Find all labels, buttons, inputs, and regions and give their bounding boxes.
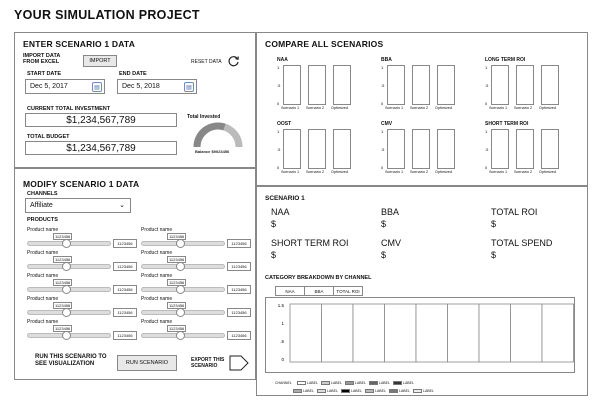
chart-bar-area xyxy=(283,129,301,169)
balance-label: Balance $9023456 xyxy=(195,149,230,154)
chart-bar-area xyxy=(412,129,430,169)
y-tick-label: 1 xyxy=(277,129,280,134)
product-name: Product name xyxy=(141,319,173,325)
y-tick-label: 1 xyxy=(281,321,284,326)
product-name: Product name xyxy=(27,296,59,302)
chart-bar-area xyxy=(387,129,405,169)
y-tick-label: 0 xyxy=(381,101,384,106)
y-tick-label: .5 xyxy=(280,339,284,344)
calendar-icon[interactable]: ▤ xyxy=(184,82,194,92)
product-value-field[interactable]: 1123456 xyxy=(227,331,251,340)
x-tick-label: Optimized xyxy=(435,170,453,174)
slider-track[interactable] xyxy=(141,264,225,269)
x-tick-label: Optimized xyxy=(331,170,349,174)
legend-title: CHANNEL xyxy=(275,381,292,385)
slider-tooltip: 1123456 xyxy=(169,234,185,239)
channel-select[interactable] xyxy=(25,198,131,213)
metric-value: $ xyxy=(491,250,497,260)
metric-value: $ xyxy=(491,219,497,229)
end-date-value: Dec 5, 2018 xyxy=(122,83,160,90)
y-tick-label: 0 xyxy=(277,165,280,170)
product-slider xyxy=(27,250,137,274)
legend-item xyxy=(389,389,410,393)
legend-item xyxy=(297,381,318,385)
product-name: Product name xyxy=(141,273,173,279)
slider-tooltip: 1123456 xyxy=(169,326,185,331)
y-tick-label: 1 xyxy=(485,65,488,70)
scenario-panel xyxy=(256,186,588,396)
x-tick-label: Scenario 1 xyxy=(489,106,508,110)
slider-handle[interactable] xyxy=(62,308,71,317)
metric-value: $ xyxy=(381,250,387,260)
chart-bar-area xyxy=(491,129,509,169)
metric-value: $ xyxy=(381,219,387,229)
y-tick-label: 1 xyxy=(485,129,488,134)
compare-chart xyxy=(381,121,463,177)
slider-handle[interactable] xyxy=(176,239,185,248)
legend-item xyxy=(293,389,314,393)
legend-item xyxy=(321,381,342,385)
slider-tooltip: 1123456 xyxy=(55,326,71,331)
product-value-field[interactable]: 1123456 xyxy=(227,239,251,248)
breakdown-tab[interactable]: BBA xyxy=(304,286,334,296)
legend-swatch xyxy=(341,389,350,393)
breakdown-bar-slot xyxy=(385,304,417,362)
y-tick-label: 1 xyxy=(381,65,384,70)
breakdown-bar-slot xyxy=(353,304,385,362)
legend-label: LABEL xyxy=(375,389,386,393)
metric-label: TOTAL SPEND xyxy=(491,238,553,248)
slider-tooltip: 1123456 xyxy=(55,234,71,239)
x-tick-label: Scenario 1 xyxy=(281,170,300,174)
metric-label: CMV xyxy=(381,238,401,248)
slider-track[interactable] xyxy=(27,333,111,338)
page-title: YOUR SIMULATION PROJECT xyxy=(14,8,200,22)
metric-label: SHORT TERM ROI xyxy=(271,238,349,248)
compare-scenarios-panel xyxy=(256,32,588,186)
breakdown-bar-slot xyxy=(542,304,574,362)
y-tick-label: 1 xyxy=(381,129,384,134)
chart-title: LONG TERM ROI xyxy=(485,57,526,63)
breakdown-tab[interactable]: NAA xyxy=(275,286,305,296)
breakdown-bar-slot xyxy=(511,304,543,362)
legend-label: LABEL xyxy=(423,389,434,393)
legend-swatch xyxy=(393,381,402,385)
breakdown-bar-slot xyxy=(322,304,354,362)
product-name: Product name xyxy=(27,273,59,279)
enter-heading: ENTER SCENARIO 1 DATA xyxy=(23,39,136,49)
y-tick-label: .5 xyxy=(277,83,281,88)
chart-bar-area xyxy=(387,65,405,105)
product-slider xyxy=(141,319,251,343)
breakdown-bar-slot xyxy=(416,304,448,362)
product-slider xyxy=(27,296,137,320)
product-value-field[interactable]: 1123456 xyxy=(227,285,251,294)
investment-label: CURRENT TOTAL INVESTMENT xyxy=(27,106,111,112)
x-tick-label: Scenario 2 xyxy=(514,170,533,174)
legend-label: LABEL xyxy=(351,389,362,393)
x-tick-label: Scenario 2 xyxy=(514,106,533,110)
y-tick-label: 0 xyxy=(277,101,280,106)
modify-heading: MODIFY SCENARIO 1 DATA xyxy=(23,179,140,189)
legend-label: LABEL xyxy=(303,389,314,393)
legend-label: LABEL xyxy=(327,389,338,393)
slider-track[interactable] xyxy=(27,287,111,292)
legend-item xyxy=(341,389,362,393)
y-tick-label: 0 xyxy=(485,101,488,106)
x-tick-label: Optimized xyxy=(539,106,557,110)
y-tick-label: 1.5 xyxy=(277,303,284,308)
slider-tooltip: 1123456 xyxy=(55,257,71,262)
channels-label: CHANNELS xyxy=(27,191,58,197)
metric-label: BBA xyxy=(381,207,400,217)
slider-track[interactable] xyxy=(141,333,225,338)
product-value-field[interactable]: 1123456 xyxy=(113,308,137,317)
end-date-field[interactable] xyxy=(117,79,197,94)
run-scenario-button[interactable]: RUN SCENARIO xyxy=(117,355,177,371)
legend-label: LABEL xyxy=(331,381,342,385)
slider-tooltip: 1123456 xyxy=(169,303,185,308)
x-tick-label: Scenario 2 xyxy=(410,170,429,174)
slider-tooltip: 1123456 xyxy=(55,280,71,285)
legend-swatch xyxy=(369,381,378,385)
x-tick-label: Scenario 1 xyxy=(489,170,508,174)
investment-field[interactable]: $1,234,567,789 xyxy=(25,113,177,127)
product-slider xyxy=(27,319,137,343)
chart-bar-area xyxy=(437,65,455,105)
compare-chart xyxy=(381,57,463,113)
slider-tooltip: 1123456 xyxy=(55,303,71,308)
x-tick-label: Optimized xyxy=(435,106,453,110)
metric-value: $ xyxy=(271,250,277,260)
slider-track[interactable] xyxy=(27,310,111,315)
legend-swatch xyxy=(413,389,422,393)
legend-swatch xyxy=(293,389,302,393)
investment-gauge xyxy=(193,121,243,149)
scenario-heading: SCENARIO 1 xyxy=(265,195,305,202)
import-label: IMPORT DATA FROM EXCEL xyxy=(23,53,61,65)
modify-scenario-panel xyxy=(14,168,256,380)
product-value-field[interactable]: 1123456 xyxy=(113,331,137,340)
x-tick-label: Scenario 1 xyxy=(281,106,300,110)
x-tick-label: Optimized xyxy=(331,106,349,110)
chart-bar-area xyxy=(516,65,534,105)
compare-heading: COMPARE ALL SCENARIOS xyxy=(265,39,384,49)
enter-scenario-panel xyxy=(14,32,256,168)
breakdown-bar-slot xyxy=(479,304,511,362)
legend-label: LABEL xyxy=(355,381,366,385)
slider-handle[interactable] xyxy=(62,285,71,294)
slider-handle[interactable] xyxy=(62,331,71,340)
calendar-icon[interactable]: ▤ xyxy=(92,82,102,92)
legend-item xyxy=(413,389,434,393)
chart-bar-area xyxy=(308,129,326,169)
product-name: Product name xyxy=(141,250,173,256)
compare-chart xyxy=(485,121,567,177)
y-tick-label: 0 xyxy=(281,357,284,362)
x-tick-label: Scenario 2 xyxy=(306,106,325,110)
breakdown-tabs xyxy=(275,286,362,296)
reset-label[interactable]: RESET DATA xyxy=(191,59,222,65)
budget-field[interactable]: $1,234,567,789 xyxy=(25,141,177,155)
y-tick-label: .5 xyxy=(485,83,489,88)
products-label: PRODUCTS xyxy=(27,217,58,223)
breakdown-label: CATEGORY BREAKDOWN BY CHANNEL xyxy=(265,275,372,281)
product-name: Product name xyxy=(27,319,59,325)
slider-track[interactable] xyxy=(27,241,111,246)
chart-bar-area xyxy=(333,65,351,105)
chart-title: OOST xyxy=(277,121,292,127)
legend-swatch xyxy=(321,381,330,385)
gauge-fill xyxy=(197,126,224,147)
product-value-field[interactable]: 1123456 xyxy=(227,308,251,317)
legend-swatch xyxy=(389,389,398,393)
product-value-field[interactable]: 1123456 xyxy=(113,239,137,248)
product-value-field[interactable]: 1123456 xyxy=(227,262,251,271)
product-name: Product name xyxy=(141,296,173,302)
product-name: Product name xyxy=(27,227,59,233)
chart-title: BBA xyxy=(381,57,392,63)
chart-bar-area xyxy=(491,65,509,105)
slider-handle[interactable] xyxy=(176,331,185,340)
y-tick-label: 0 xyxy=(485,165,488,170)
legend-item xyxy=(345,381,366,385)
compare-chart xyxy=(485,57,567,113)
product-slider xyxy=(141,296,251,320)
chart-bar-area xyxy=(283,65,301,105)
end-date-label: END DATE xyxy=(119,71,147,77)
slider-handle[interactable] xyxy=(62,239,71,248)
chart-bar-area xyxy=(412,65,430,105)
x-tick-label: Scenario 1 xyxy=(385,170,404,174)
compare-chart xyxy=(277,57,359,113)
legend-item xyxy=(365,389,386,393)
y-tick-label: .5 xyxy=(381,147,385,152)
x-tick-label: Optimized xyxy=(539,170,557,174)
legend-item xyxy=(369,381,390,385)
product-slider xyxy=(141,227,251,251)
slider-tooltip: 1123456 xyxy=(169,257,185,262)
chart-title: NAA xyxy=(277,57,288,63)
product-value-field[interactable]: 1123456 xyxy=(113,262,137,271)
product-slider xyxy=(27,273,137,297)
chart-title: CMV xyxy=(381,121,393,127)
y-tick-label: .5 xyxy=(277,147,281,152)
slider-handle[interactable] xyxy=(62,262,71,271)
export-label[interactable]: EXPORT THIS SCENARIO xyxy=(191,357,225,369)
refresh-icon[interactable] xyxy=(227,55,240,68)
product-name: Product name xyxy=(141,227,173,233)
channel-selected: Affiliate xyxy=(30,202,53,209)
chart-bar-area xyxy=(541,129,559,169)
y-tick-label: .5 xyxy=(381,83,385,88)
start-date-value: Dec 5, 2017 xyxy=(30,83,68,90)
legend-swatch xyxy=(365,389,374,393)
product-slider xyxy=(141,273,251,297)
x-tick-label: Scenario 1 xyxy=(385,106,404,110)
legend-item xyxy=(317,389,338,393)
export-icon[interactable] xyxy=(229,355,249,371)
y-tick-label: 1 xyxy=(277,65,280,70)
slider-handle[interactable] xyxy=(176,262,185,271)
product-name: Product name xyxy=(27,250,59,256)
chart-bar-area xyxy=(516,129,534,169)
chart-bar-area xyxy=(541,65,559,105)
slider-track[interactable] xyxy=(141,241,225,246)
y-tick-label: 0 xyxy=(381,165,384,170)
y-tick-label: .5 xyxy=(485,147,489,152)
legend-swatch xyxy=(345,381,354,385)
breakdown-tab[interactable]: TOTAL ROI xyxy=(333,286,363,296)
chart-bar-area xyxy=(333,129,351,169)
legend-label: LABEL xyxy=(399,389,410,393)
product-slider xyxy=(141,250,251,274)
breakdown-bar-slot xyxy=(290,304,322,362)
start-date-field[interactable] xyxy=(25,79,105,94)
budget-label: TOTAL BUDGET xyxy=(27,134,70,140)
import-button[interactable]: IMPORT xyxy=(83,55,117,67)
metric-value: $ xyxy=(271,219,277,229)
x-tick-label: Scenario 2 xyxy=(410,106,429,110)
gauge-label: Total Invested xyxy=(187,114,221,120)
start-date-label: START DATE xyxy=(27,71,62,77)
slider-track[interactable] xyxy=(141,310,225,315)
slider-track[interactable] xyxy=(141,287,225,292)
legend-label: LABEL xyxy=(403,381,414,385)
breakdown-bar-slot xyxy=(448,304,480,362)
legend-item xyxy=(393,381,414,385)
legend-swatch xyxy=(317,389,326,393)
legend-label: LABEL xyxy=(379,381,390,385)
breakdown-chart xyxy=(265,297,575,373)
legend-swatch xyxy=(297,381,306,385)
chevron-down-icon: ⌄ xyxy=(119,202,125,209)
run-label: RUN THIS SCENARIO TO SEE VISUALIZATION xyxy=(35,354,107,367)
compare-chart xyxy=(277,121,359,177)
metric-label: TOTAL ROI xyxy=(491,207,538,217)
x-tick-label: Scenario 2 xyxy=(306,170,325,174)
slider-tooltip: 1123456 xyxy=(169,280,185,285)
chart-bar-area xyxy=(308,65,326,105)
chart-title: SHORT TERM ROI xyxy=(485,121,529,127)
legend-label: LABEL xyxy=(307,381,318,385)
metric-label: NAA xyxy=(271,207,290,217)
product-value-field[interactable]: 1123456 xyxy=(113,285,137,294)
chart-bar-area xyxy=(437,129,455,169)
slider-handle[interactable] xyxy=(176,285,185,294)
slider-handle[interactable] xyxy=(176,308,185,317)
product-slider xyxy=(27,227,137,251)
slider-track[interactable] xyxy=(27,264,111,269)
